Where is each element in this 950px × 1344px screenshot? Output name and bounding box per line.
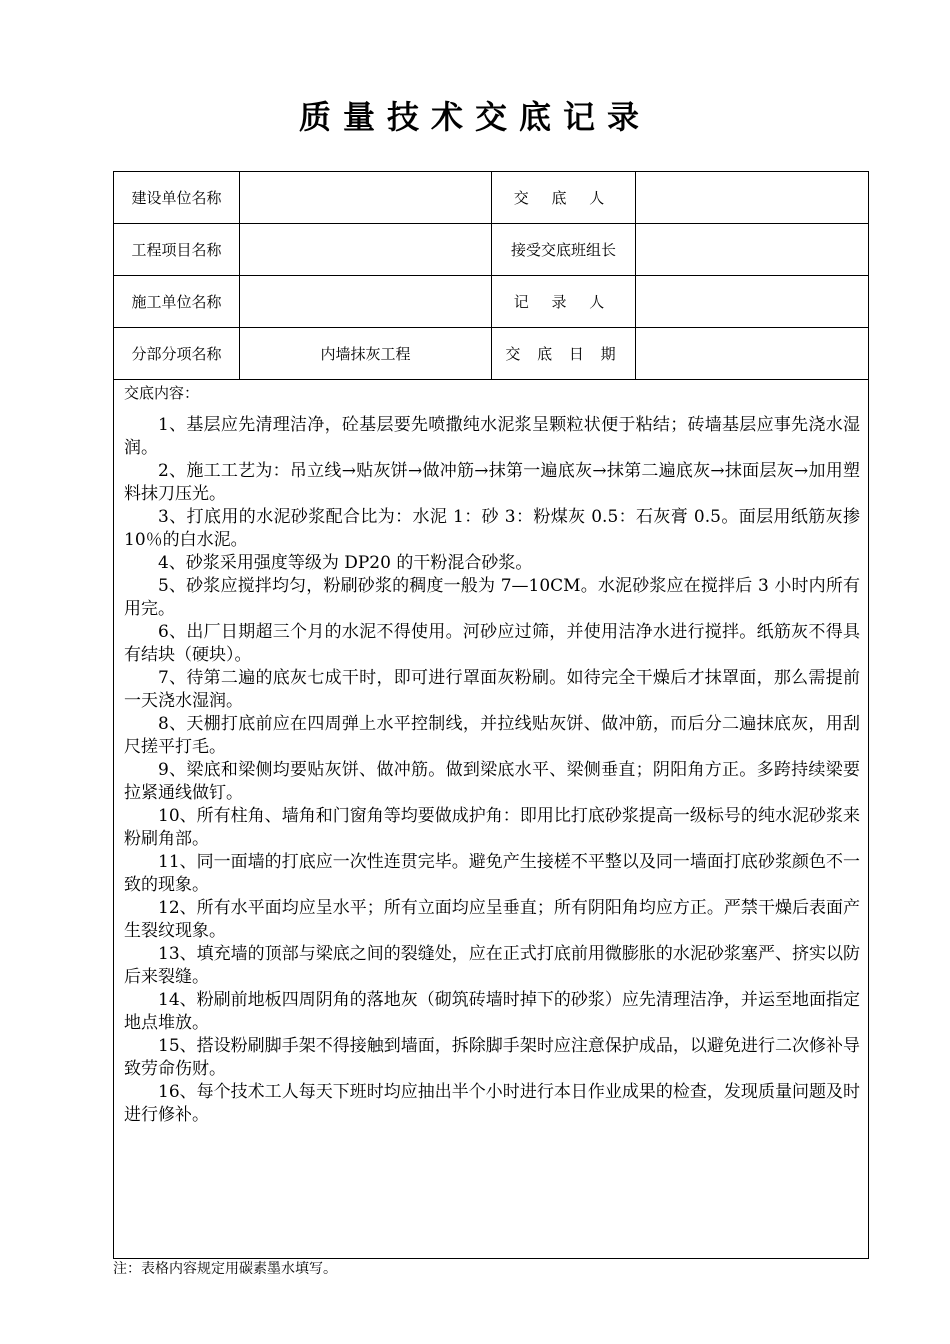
table-row bbox=[114, 328, 869, 380]
table-row bbox=[114, 380, 869, 1259]
list-item: 5、砂浆应搅拌均匀，粉刷砂浆的稠度一般为 7—10CM。水泥砂浆应在搅拌后 3 小时内所有用完。 bbox=[124, 576, 860, 619]
subproject-label: 分部分项名称 bbox=[114, 328, 240, 380]
list-item: 7、待第二遍的底灰七成干时，即可进行罩面灰粉刷。如待完全干燥后才抹罩面，那么需提前一天浇水湿润。 bbox=[124, 668, 860, 711]
table-row bbox=[114, 224, 869, 276]
list-item: 3、打底用的水泥砂浆配合比为：水泥 1：砂 3：粉煤灰 0.5：石灰膏 0.5。面层用纸筋灰掺 10％的白水泥。 bbox=[124, 507, 860, 550]
page-title: 质量技术交底记录 bbox=[298, 98, 651, 136]
project-name-field[interactable] bbox=[240, 224, 492, 276]
date-field[interactable] bbox=[636, 328, 869, 380]
content-items bbox=[124, 414, 860, 1127]
footnote: 注：表格内容规定用碳素墨水填写。 bbox=[113, 1261, 337, 1277]
list-item: 4、砂浆采用强度等级为 DP20 的干粉混合砂浆。 bbox=[158, 553, 533, 573]
list-item: 2、施工工艺为：吊立线→贴灰饼→做冲筋→抹第一遍底灰→抹第二遍底灰→抹面层灰→加用塑料抹刀压光。 bbox=[124, 461, 860, 504]
list-item: 1、基层应先清理洁净，砼基层要先喷撒纯水泥浆呈颗粒状便于粘结；砖墙基层应事先浇水湿润。 bbox=[124, 415, 860, 458]
project-name-label: 工程项目名称 bbox=[114, 224, 240, 276]
list-item: 6、出厂日期超三个月的水泥不得使用。河砂应过筛，并使用洁净水进行搅拌。纸筋灰不得具有结块（硬块）。 bbox=[124, 622, 860, 665]
list-item: 8、天棚打底前应在四周弹上水平控制线，并拉线贴灰饼、做冲筋，而后分二遍抹底灰，用刮尺搓平打毛。 bbox=[124, 714, 860, 757]
list-item: 15、搭设粉刷脚手架不得接触到墙面，拆除脚手架时应注意保护成品，以避免进行二次修补导致劳命伤财。 bbox=[124, 1036, 860, 1079]
team-leader-field[interactable] bbox=[636, 224, 869, 276]
content-heading: 交底内容： bbox=[124, 384, 200, 402]
table-row bbox=[114, 276, 869, 328]
discloser-label: 交 底 人 bbox=[492, 172, 636, 224]
contractor-label: 施工单位名称 bbox=[114, 276, 240, 328]
contractor-field[interactable] bbox=[240, 276, 492, 328]
construction-unit-label: 建设单位名称 bbox=[114, 172, 240, 224]
team-leader-label: 接受交底班组长 bbox=[492, 224, 636, 276]
list-item: 11、同一面墙的打底应一次性连贯完毕。避免产生接槎不平整以及同一墙面打底砂浆颜色不一致的现象。 bbox=[124, 852, 860, 895]
list-item: 12、所有水平面均应呈水平；所有立面均应呈垂直；所有阴阳角均应方正。严禁干燥后表面产生裂纹现象。 bbox=[124, 898, 860, 941]
record-table bbox=[113, 171, 869, 1259]
list-item: 13、填充墙的顶部与梁底之间的裂缝处，应在正式打底前用微膨胀的水泥砂浆塞严、挤实以防后来裂缝。 bbox=[124, 944, 860, 987]
construction-unit-field[interactable] bbox=[240, 172, 492, 224]
table-row bbox=[114, 172, 869, 224]
subproject-field[interactable]: 内墙抹灰工程 bbox=[240, 328, 492, 380]
list-item: 9、梁底和梁侧均要贴灰饼、做冲筋。做到梁底水平、梁侧垂直；阴阳角方正。多跨持续梁要拉紧通线做钉。 bbox=[124, 760, 860, 803]
list-item: 14、粉刷前地板四周阴角的落地灰（砌筑砖墙时掉下的砂浆）应先清理洁净，并运至地面指定地点堆放。 bbox=[124, 990, 860, 1033]
date-label: 交 底 日 期 bbox=[492, 328, 636, 380]
recorder-field[interactable] bbox=[636, 276, 869, 328]
discloser-field[interactable] bbox=[636, 172, 869, 224]
recorder-label: 记 录 人 bbox=[492, 276, 636, 328]
list-item: 16、每个技术工人每天下班时均应抽出半个小时进行本日作业成果的检查，发现质量问题及时进行修补。 bbox=[124, 1082, 860, 1125]
list-item: 10、所有柱角、墙角和门窗角等均要做成护角：即用比打底砂浆提高一级标号的纯水泥砂浆来粉刷角部。 bbox=[124, 806, 860, 849]
content-cell bbox=[114, 380, 869, 1259]
